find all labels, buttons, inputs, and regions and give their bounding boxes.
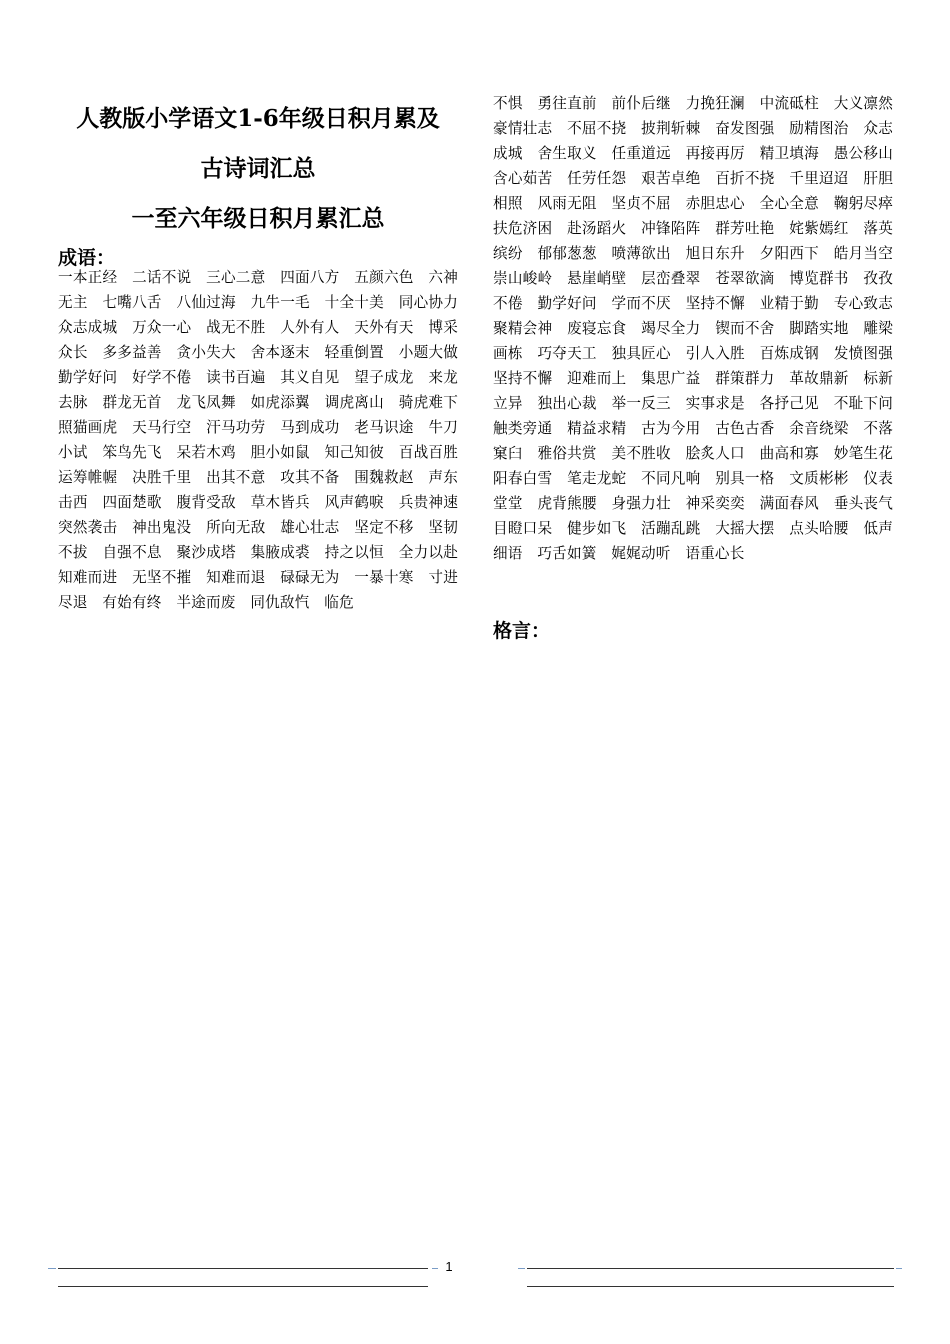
footer-divider	[58, 1268, 428, 1269]
footer-divider-accent	[896, 1268, 902, 1269]
page-number: 1	[445, 1259, 453, 1274]
idioms-heading: 成语：	[58, 247, 116, 269]
footer-divider	[527, 1268, 894, 1269]
footer-divider	[527, 1286, 894, 1287]
idioms-text-left: 一本正经 二话不说 三心二意 四面八方 五颜六色 六神无主 七嘴八舌 八仙过海 九牛一毛 十全十美 同心协力 众志成城 万众一心 战无不胜 人外有人 天外有天 博采众长 多多益善 贪小失大 舍本逐末 轻重倒置 小题大做 勤学好问 好学不倦 读书百遍 其义自见 望子成龙 来龙去脉 群龙无首 龙飞凤舞 如虎添翼 调虎离山 骑虎难下 照猫画虎 天马行空 汗马功劳 马到成功 老马识途 牛刀小试 笨鸟先飞 呆若木鸡 胆小如鼠 知己知彼 百战百胜 运筹帷幄 决胜千里 出其不意 攻其不备 围魏救赵 声东击西 四面楚歌 腹背受敌 草木皆兵 风声鹤唳 兵贵神速 突然袭击 神出鬼没 所向无敌 雄心壮志 坚定不移 坚韧不拔 自强不息 聚沙成塔 集腋成裘 持之以恒 全力以赴 知难而进 无坚不摧 知难而退 碌碌无为 一暴十寒 寸进尽退 有始有终 半途而废 同仇敌忾 临危	[58, 269, 473, 611]
document-subtitle: 一至六年级日积月累汇总	[131, 205, 385, 232]
footer-divider-accent	[518, 1268, 525, 1269]
idioms-text-right: 不惧 勇往直前 前仆后继 力挽狂澜 中流砥柱 大义凛然 豪情壮志 不屈不挠 披荆斩棘 奋发图强 励精图治 众志成城 舍生取义 任重道远 再接再厉 精卫填海 愚公移山 含心茹苦 任劳任怨 艰苦卓绝 百折不挠 千里迢迢 肝胆相照 风雨无阻 坚贞不屈 赤胆忠心 全心全意 鞠躬尽瘁 扶危济困 赴汤蹈火 冲锋陷阵 群芳吐艳 姹紫嫣红 落英缤纷 郁郁葱葱 喷薄欲出 旭日东升 夕阳西下 皓月当空 崇山峻岭 悬崖峭壁 层峦叠翠 苍翠欲滴 博览群书 孜孜不倦 勤学好问 学而不厌 坚持不懈 业精于勤 专心致志 聚精会神 废寝忘食 竭尽全力 锲而不舍 脚踏实地 雕梁画栋 巧夺天工 独具匠心 引人入胜 百炼成钢 发愤图强 坚持不懈 迎难而上 集思广益 群策群力 革故鼎新 标新立异 独出心裁 举一反三 实事求是 各抒己见 不耻下问 触类旁通 精益求精 古为今用 古色古香 余音绕梁 不落窠臼 雅俗共赏 美不胜收 脍炙人口 曲高和寡 妙笔生花 阳春白雪 笔走龙蛇 不同凡响 别具一格 文质彬彬 仪表堂堂 虎背熊腰 身强力壮 神采奕奕 满面春风 垂头丧气 目瞪口呆 健步如飞 活蹦乱跳 大摇大摆 点头哈腰 低声细语 巧舌如簧 娓娓动听 语重心长	[493, 95, 908, 562]
document-title-line-2: 古诗词汇总	[200, 155, 316, 182]
footer-divider	[58, 1286, 428, 1287]
footer-divider-accent	[48, 1268, 56, 1269]
document-title-line-1: 人教版小学语文1-6年级日积月累及	[76, 105, 440, 132]
sayings-heading: 格言：	[493, 620, 551, 642]
